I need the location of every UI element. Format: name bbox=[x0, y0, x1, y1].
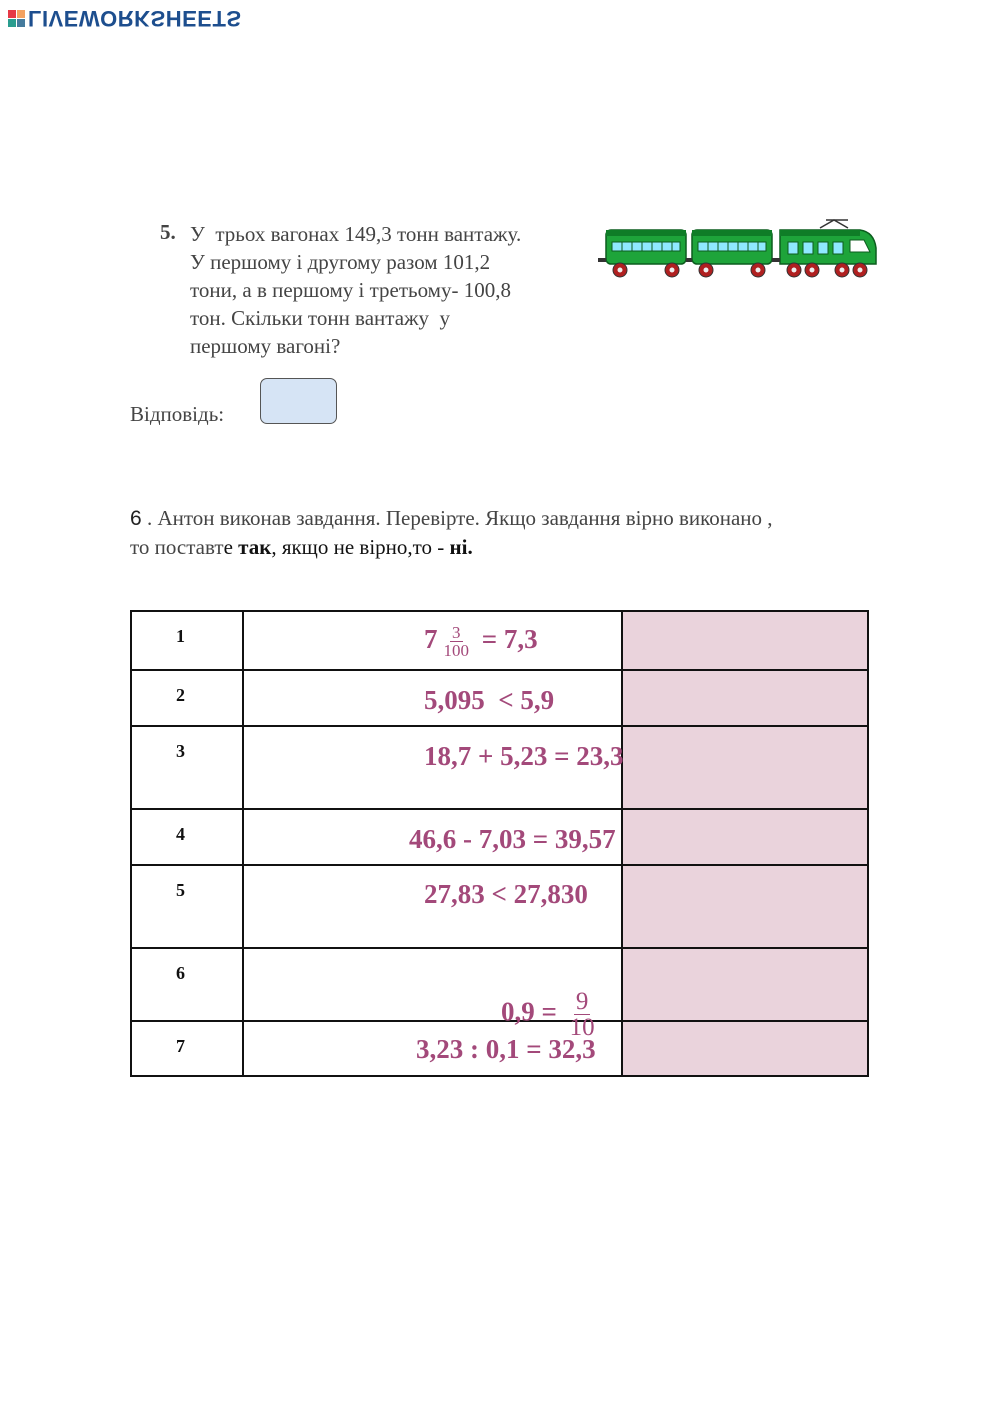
table-row bbox=[131, 611, 868, 670]
answer-label: Відповідь: bbox=[130, 402, 225, 426]
train-locomotive bbox=[772, 220, 876, 277]
table-row bbox=[131, 809, 868, 865]
expression-cell bbox=[243, 948, 622, 1041]
table-row bbox=[131, 726, 868, 809]
expression: 3,23 : 0,1 = 32,3 bbox=[416, 1034, 596, 1064]
expression: 7 $\frac{3}{100}$ = 7,3 bbox=[424, 623, 538, 661]
train-wagon-2 bbox=[686, 230, 772, 277]
question-6-text-b: то поставт bbox=[130, 535, 224, 559]
logo-text: LIVEWORKSHEETS bbox=[28, 6, 242, 31]
question-6-number: 6 bbox=[130, 507, 142, 530]
question-6-text-c: е bbox=[223, 535, 239, 559]
question-5-number: 5. bbox=[160, 220, 176, 244]
question-6-text-d: , якщо не вірно,то - bbox=[271, 535, 450, 559]
row-index: 2 bbox=[131, 670, 243, 726]
answer-cell[interactable] bbox=[622, 726, 868, 809]
expression: 5,095 < 5,9 bbox=[424, 685, 555, 715]
expression: 27,83 < 27,830 bbox=[424, 879, 588, 909]
row-index: 4 bbox=[131, 809, 243, 865]
liveworksheets-logo bbox=[8, 6, 242, 30]
row-index: 7 bbox=[131, 1021, 243, 1076]
train-wagon-1 bbox=[598, 230, 686, 277]
expression-cell bbox=[243, 611, 622, 670]
table-row bbox=[131, 1021, 868, 1076]
question-6-text-a: . Антон виконав завдання. Перевірте. Якщо завдання вірно виконано , bbox=[141, 506, 773, 530]
answer-cell[interactable] bbox=[622, 865, 868, 948]
answer-no-word: ні. bbox=[449, 535, 473, 559]
question-5-line: тон. Скільки тонн вантажу у bbox=[190, 306, 451, 330]
answer-cell[interactable] bbox=[622, 611, 868, 670]
fraction: $\frac{3}{100}$ bbox=[443, 623, 469, 661]
answer-input[interactable] bbox=[260, 378, 337, 424]
logo-cubes-icon bbox=[8, 10, 25, 27]
row-index: 5 bbox=[131, 865, 243, 948]
question-5-line: У першому і другому разом 101,2 bbox=[190, 250, 491, 274]
question-5-text bbox=[190, 220, 580, 360]
expression: 46,6 - 7,03 = 39,57 bbox=[409, 824, 616, 854]
expression-cell bbox=[243, 726, 622, 809]
answer-cell[interactable] bbox=[622, 809, 868, 865]
table-row bbox=[131, 670, 868, 726]
check-table bbox=[130, 610, 869, 1077]
answer-cell[interactable] bbox=[622, 948, 868, 1021]
expression-cell bbox=[243, 1021, 622, 1076]
table-row bbox=[131, 948, 868, 1021]
expression-cell bbox=[243, 809, 622, 865]
row-index: 1 bbox=[131, 611, 243, 670]
expression: 0,9 = $\frac{9}{10}$ bbox=[501, 988, 595, 1041]
expression-cell bbox=[243, 670, 622, 726]
row-index: 6 bbox=[131, 948, 243, 1021]
row-index: 3 bbox=[131, 726, 243, 809]
expression: 18,7 + 5,23 = 23,3 bbox=[424, 741, 624, 771]
table-row bbox=[131, 865, 868, 948]
question-5-line: У трьох вагонах 149,3 тонн вантажу. bbox=[190, 222, 522, 246]
question-6-text bbox=[130, 504, 890, 561]
answer-cell[interactable] bbox=[622, 1021, 868, 1076]
answer-cell[interactable] bbox=[622, 670, 868, 726]
answer-yes-word: так bbox=[238, 535, 272, 559]
question-5-line: першому вагоні? bbox=[190, 334, 341, 358]
fraction: $\frac{9}{10}$ bbox=[569, 988, 595, 1041]
question-5-line: тони, а в першому і третьому- 100,8 bbox=[190, 278, 511, 302]
expression-cell bbox=[243, 865, 622, 948]
train-illustration bbox=[598, 218, 880, 282]
